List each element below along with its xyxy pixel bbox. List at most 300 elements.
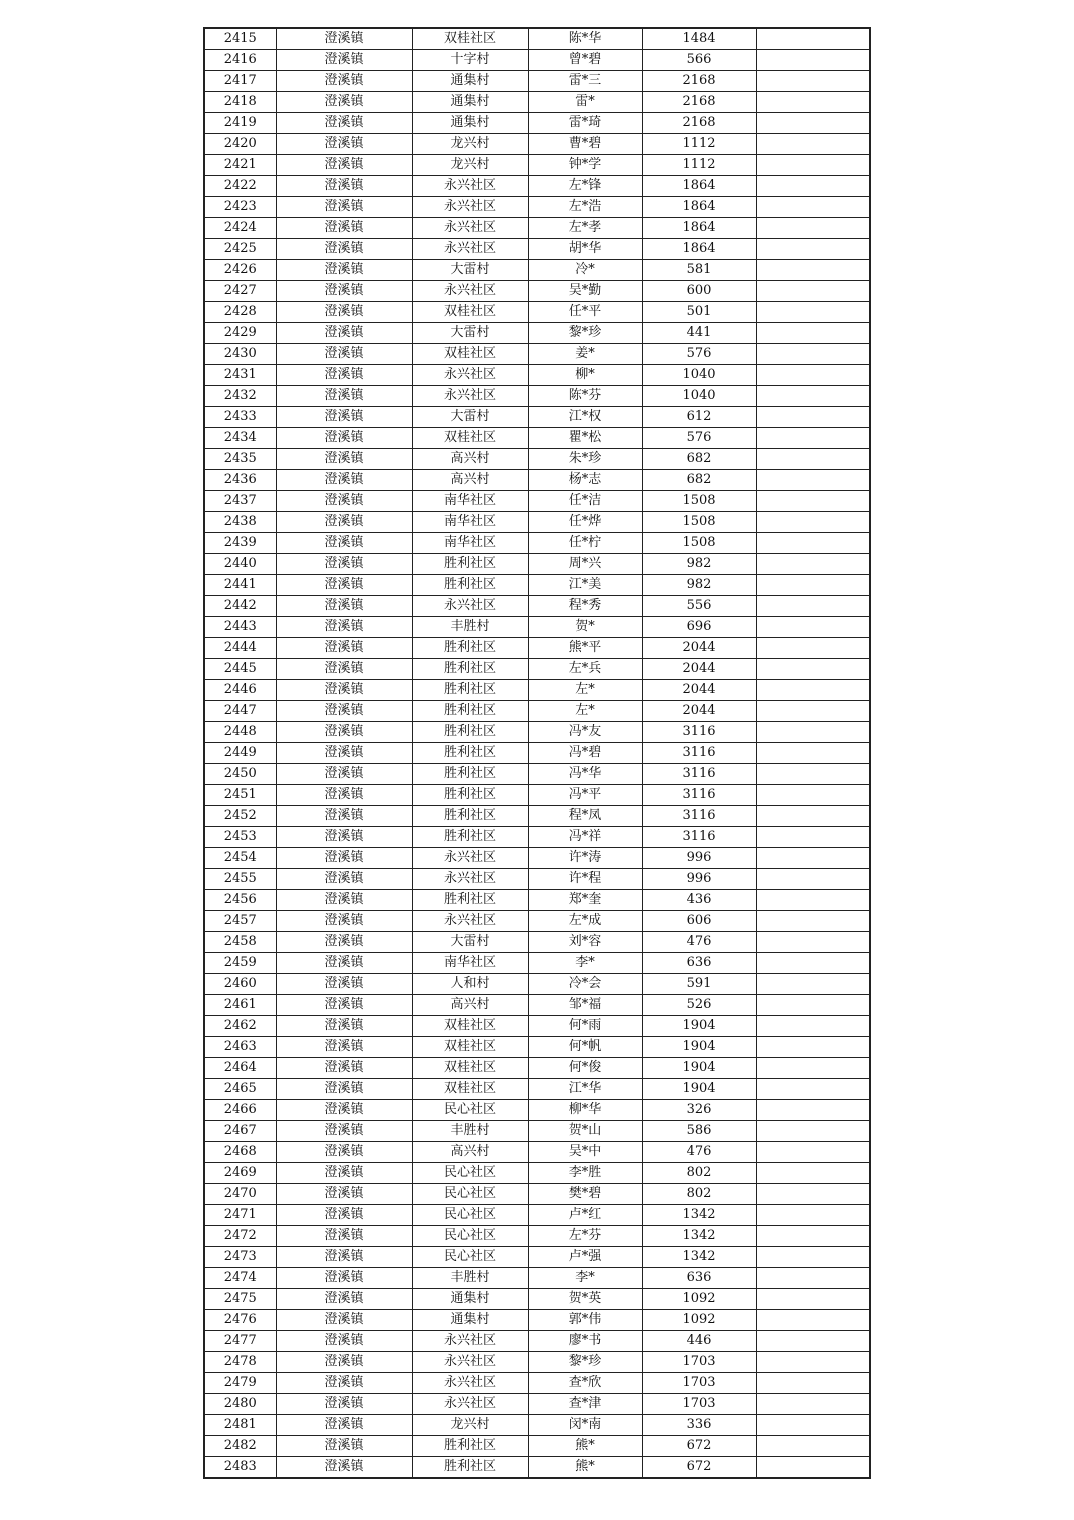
town-cell: 澄溪镇 xyxy=(276,1163,412,1184)
name-cell: 冯*祥 xyxy=(528,827,642,848)
amount-cell: 476 xyxy=(642,1142,756,1163)
row-number-cell: 2434 xyxy=(204,428,276,449)
table-body xyxy=(204,28,870,1478)
town-cell: 澄溪镇 xyxy=(276,365,412,386)
table-row xyxy=(204,239,870,260)
town-cell: 澄溪镇 xyxy=(276,407,412,428)
town-cell: 澄溪镇 xyxy=(276,1016,412,1037)
remark-cell xyxy=(756,869,870,890)
remark-cell xyxy=(756,218,870,239)
table-row xyxy=(204,386,870,407)
town-cell: 澄溪镇 xyxy=(276,239,412,260)
row-number-cell: 2442 xyxy=(204,596,276,617)
row-number-cell: 2470 xyxy=(204,1184,276,1205)
remark-cell xyxy=(756,260,870,281)
village-cell: 胜利社区 xyxy=(412,722,528,743)
village-cell: 双桂社区 xyxy=(412,302,528,323)
row-number-cell: 2466 xyxy=(204,1100,276,1121)
remark-cell xyxy=(756,1247,870,1268)
village-cell: 民心社区 xyxy=(412,1163,528,1184)
amount-cell: 476 xyxy=(642,932,756,953)
row-number-cell: 2446 xyxy=(204,680,276,701)
row-number-cell: 2444 xyxy=(204,638,276,659)
table-row xyxy=(204,848,870,869)
table-row xyxy=(204,722,870,743)
table-row xyxy=(204,1394,870,1415)
amount-cell: 1342 xyxy=(642,1226,756,1247)
village-cell: 胜利社区 xyxy=(412,659,528,680)
table-row xyxy=(204,701,870,722)
amount-cell: 1508 xyxy=(642,533,756,554)
village-cell: 民心社区 xyxy=(412,1226,528,1247)
name-cell: 左* xyxy=(528,701,642,722)
name-cell: 姜* xyxy=(528,344,642,365)
row-number-cell: 2462 xyxy=(204,1016,276,1037)
remark-cell xyxy=(756,470,870,491)
table-row xyxy=(204,1331,870,1352)
name-cell: 冷* xyxy=(528,260,642,281)
row-number-cell: 2421 xyxy=(204,155,276,176)
name-cell: 雷* xyxy=(528,92,642,113)
amount-cell: 1703 xyxy=(642,1352,756,1373)
remark-cell xyxy=(756,323,870,344)
name-cell: 许*涛 xyxy=(528,848,642,869)
row-number-cell: 2452 xyxy=(204,806,276,827)
table-row xyxy=(204,218,870,239)
town-cell: 澄溪镇 xyxy=(276,743,412,764)
remark-cell xyxy=(756,239,870,260)
village-cell: 永兴社区 xyxy=(412,386,528,407)
village-cell: 胜利社区 xyxy=(412,701,528,722)
amount-cell: 3116 xyxy=(642,743,756,764)
village-cell: 民心社区 xyxy=(412,1247,528,1268)
remark-cell xyxy=(756,554,870,575)
name-cell: 陈*芬 xyxy=(528,386,642,407)
town-cell: 澄溪镇 xyxy=(276,1247,412,1268)
table-row xyxy=(204,596,870,617)
village-cell: 永兴社区 xyxy=(412,869,528,890)
village-cell: 大雷村 xyxy=(412,407,528,428)
table-row xyxy=(204,575,870,596)
remark-cell xyxy=(756,1415,870,1436)
row-number-cell: 2455 xyxy=(204,869,276,890)
name-cell: 程*秀 xyxy=(528,596,642,617)
village-cell: 永兴社区 xyxy=(412,197,528,218)
row-number-cell: 2427 xyxy=(204,281,276,302)
village-cell: 永兴社区 xyxy=(412,1373,528,1394)
table-row xyxy=(204,785,870,806)
amount-cell: 3116 xyxy=(642,827,756,848)
amount-cell: 2044 xyxy=(642,638,756,659)
town-cell: 澄溪镇 xyxy=(276,533,412,554)
remark-cell xyxy=(756,1037,870,1058)
amount-cell: 672 xyxy=(642,1436,756,1457)
amount-cell: 3116 xyxy=(642,764,756,785)
table-row xyxy=(204,302,870,323)
row-number-cell: 2419 xyxy=(204,113,276,134)
name-cell: 钟*学 xyxy=(528,155,642,176)
table-row xyxy=(204,1352,870,1373)
town-cell: 澄溪镇 xyxy=(276,155,412,176)
village-cell: 通集村 xyxy=(412,1289,528,1310)
amount-cell: 3116 xyxy=(642,722,756,743)
remark-cell xyxy=(756,995,870,1016)
row-number-cell: 2457 xyxy=(204,911,276,932)
amount-cell: 636 xyxy=(642,1268,756,1289)
amount-cell: 1040 xyxy=(642,386,756,407)
amount-cell: 1092 xyxy=(642,1310,756,1331)
name-cell: 程*凤 xyxy=(528,806,642,827)
name-cell: 黎*珍 xyxy=(528,323,642,344)
row-number-cell: 2438 xyxy=(204,512,276,533)
amount-cell: 1112 xyxy=(642,155,756,176)
name-cell: 左*兵 xyxy=(528,659,642,680)
name-cell: 何*帆 xyxy=(528,1037,642,1058)
table-row xyxy=(204,659,870,680)
village-cell: 双桂社区 xyxy=(412,428,528,449)
village-cell: 永兴社区 xyxy=(412,218,528,239)
village-cell: 胜利社区 xyxy=(412,680,528,701)
village-cell: 永兴社区 xyxy=(412,1331,528,1352)
village-cell: 胜利社区 xyxy=(412,890,528,911)
town-cell: 澄溪镇 xyxy=(276,932,412,953)
name-cell: 李* xyxy=(528,1268,642,1289)
name-cell: 冯*碧 xyxy=(528,743,642,764)
town-cell: 澄溪镇 xyxy=(276,176,412,197)
town-cell: 澄溪镇 xyxy=(276,491,412,512)
amount-cell: 1040 xyxy=(642,365,756,386)
remark-cell xyxy=(756,386,870,407)
remark-cell xyxy=(756,1142,870,1163)
name-cell: 冯*平 xyxy=(528,785,642,806)
amount-cell: 1904 xyxy=(642,1079,756,1100)
remark-cell xyxy=(756,638,870,659)
remark-cell xyxy=(756,1058,870,1079)
row-number-cell: 2447 xyxy=(204,701,276,722)
village-cell: 永兴社区 xyxy=(412,365,528,386)
name-cell: 左*成 xyxy=(528,911,642,932)
amount-cell: 1703 xyxy=(642,1394,756,1415)
remark-cell xyxy=(756,155,870,176)
town-cell: 澄溪镇 xyxy=(276,827,412,848)
name-cell: 黎*珍 xyxy=(528,1352,642,1373)
amount-cell: 982 xyxy=(642,575,756,596)
name-cell: 任*洁 xyxy=(528,491,642,512)
amount-cell: 336 xyxy=(642,1415,756,1436)
name-cell: 何*俊 xyxy=(528,1058,642,1079)
name-cell: 陈*华 xyxy=(528,28,642,50)
town-cell: 澄溪镇 xyxy=(276,722,412,743)
name-cell: 冯*友 xyxy=(528,722,642,743)
town-cell: 澄溪镇 xyxy=(276,28,412,50)
village-cell: 南华社区 xyxy=(412,533,528,554)
village-cell: 胜利社区 xyxy=(412,575,528,596)
village-cell: 通集村 xyxy=(412,71,528,92)
town-cell: 澄溪镇 xyxy=(276,302,412,323)
amount-cell: 2168 xyxy=(642,92,756,113)
table-row xyxy=(204,449,870,470)
town-cell: 澄溪镇 xyxy=(276,554,412,575)
amount-cell: 612 xyxy=(642,407,756,428)
table-row xyxy=(204,554,870,575)
town-cell: 澄溪镇 xyxy=(276,428,412,449)
remark-cell xyxy=(756,596,870,617)
remark-cell xyxy=(756,1310,870,1331)
village-cell: 双桂社区 xyxy=(412,1079,528,1100)
village-cell: 通集村 xyxy=(412,1310,528,1331)
table-row xyxy=(204,197,870,218)
name-cell: 雷*琦 xyxy=(528,113,642,134)
remark-cell xyxy=(756,743,870,764)
row-number-cell: 2481 xyxy=(204,1415,276,1436)
name-cell: 刘*容 xyxy=(528,932,642,953)
table-row xyxy=(204,890,870,911)
row-number-cell: 2468 xyxy=(204,1142,276,1163)
name-cell: 周*兴 xyxy=(528,554,642,575)
table-row xyxy=(204,869,870,890)
town-cell: 澄溪镇 xyxy=(276,218,412,239)
village-cell: 高兴村 xyxy=(412,449,528,470)
row-number-cell: 2430 xyxy=(204,344,276,365)
village-cell: 永兴社区 xyxy=(412,911,528,932)
remark-cell xyxy=(756,1163,870,1184)
row-number-cell: 2451 xyxy=(204,785,276,806)
table-row xyxy=(204,407,870,428)
table-row xyxy=(204,1289,870,1310)
name-cell: 瞿*松 xyxy=(528,428,642,449)
table-row xyxy=(204,491,870,512)
table-row xyxy=(204,953,870,974)
remark-cell xyxy=(756,701,870,722)
amount-cell: 441 xyxy=(642,323,756,344)
amount-cell: 1864 xyxy=(642,176,756,197)
row-number-cell: 2477 xyxy=(204,1331,276,1352)
row-number-cell: 2418 xyxy=(204,92,276,113)
amount-cell: 1342 xyxy=(642,1205,756,1226)
row-number-cell: 2479 xyxy=(204,1373,276,1394)
village-cell: 高兴村 xyxy=(412,995,528,1016)
amount-cell: 1508 xyxy=(642,491,756,512)
remark-cell xyxy=(756,1079,870,1100)
amount-cell: 436 xyxy=(642,890,756,911)
town-cell: 澄溪镇 xyxy=(276,50,412,71)
amount-cell: 1904 xyxy=(642,1058,756,1079)
row-number-cell: 2475 xyxy=(204,1289,276,1310)
remark-cell xyxy=(756,365,870,386)
table-row xyxy=(204,176,870,197)
village-cell: 永兴社区 xyxy=(412,239,528,260)
village-cell: 民心社区 xyxy=(412,1184,528,1205)
table-row xyxy=(204,281,870,302)
table-row xyxy=(204,28,870,50)
name-cell: 左* xyxy=(528,680,642,701)
table-row xyxy=(204,428,870,449)
remark-cell xyxy=(756,785,870,806)
amount-cell: 2168 xyxy=(642,113,756,134)
name-cell: 任*柠 xyxy=(528,533,642,554)
remark-cell xyxy=(756,1331,870,1352)
village-cell: 龙兴村 xyxy=(412,134,528,155)
name-cell: 李* xyxy=(528,953,642,974)
town-cell: 澄溪镇 xyxy=(276,701,412,722)
town-cell: 澄溪镇 xyxy=(276,1121,412,1142)
table-row xyxy=(204,1058,870,1079)
amount-cell: 1904 xyxy=(642,1037,756,1058)
town-cell: 澄溪镇 xyxy=(276,260,412,281)
village-cell: 胜利社区 xyxy=(412,743,528,764)
table-row xyxy=(204,1310,870,1331)
table-row xyxy=(204,1268,870,1289)
name-cell: 曾*碧 xyxy=(528,50,642,71)
town-cell: 澄溪镇 xyxy=(276,449,412,470)
town-cell: 澄溪镇 xyxy=(276,1289,412,1310)
town-cell: 澄溪镇 xyxy=(276,1058,412,1079)
remark-cell xyxy=(756,848,870,869)
row-number-cell: 2463 xyxy=(204,1037,276,1058)
table-row xyxy=(204,50,870,71)
name-cell: 左*孝 xyxy=(528,218,642,239)
table-row xyxy=(204,1436,870,1457)
town-cell: 澄溪镇 xyxy=(276,974,412,995)
remark-cell xyxy=(756,1268,870,1289)
remark-cell xyxy=(756,932,870,953)
table-row xyxy=(204,1205,870,1226)
table-row xyxy=(204,260,870,281)
remark-cell xyxy=(756,281,870,302)
village-cell: 通集村 xyxy=(412,92,528,113)
name-cell: 江*华 xyxy=(528,1079,642,1100)
town-cell: 澄溪镇 xyxy=(276,596,412,617)
amount-cell: 3116 xyxy=(642,806,756,827)
table-row xyxy=(204,1142,870,1163)
remark-cell xyxy=(756,974,870,995)
town-cell: 澄溪镇 xyxy=(276,1184,412,1205)
town-cell: 澄溪镇 xyxy=(276,1394,412,1415)
town-cell: 澄溪镇 xyxy=(276,197,412,218)
table-row xyxy=(204,1373,870,1394)
row-number-cell: 2422 xyxy=(204,176,276,197)
name-cell: 任*烨 xyxy=(528,512,642,533)
row-number-cell: 2424 xyxy=(204,218,276,239)
town-cell: 澄溪镇 xyxy=(276,134,412,155)
row-number-cell: 2474 xyxy=(204,1268,276,1289)
amount-cell: 1092 xyxy=(642,1289,756,1310)
name-cell: 贺*英 xyxy=(528,1289,642,1310)
amount-cell: 501 xyxy=(642,302,756,323)
village-cell: 双桂社区 xyxy=(412,28,528,50)
table-row xyxy=(204,1121,870,1142)
table-row xyxy=(204,155,870,176)
town-cell: 澄溪镇 xyxy=(276,890,412,911)
name-cell: 吴*勤 xyxy=(528,281,642,302)
remark-cell xyxy=(756,428,870,449)
table-row xyxy=(204,1226,870,1247)
remark-cell xyxy=(756,953,870,974)
town-cell: 澄溪镇 xyxy=(276,785,412,806)
row-number-cell: 2469 xyxy=(204,1163,276,1184)
row-number-cell: 2416 xyxy=(204,50,276,71)
row-number-cell: 2428 xyxy=(204,302,276,323)
village-cell: 南华社区 xyxy=(412,491,528,512)
table-row xyxy=(204,470,870,491)
village-cell: 大雷村 xyxy=(412,932,528,953)
row-number-cell: 2441 xyxy=(204,575,276,596)
name-cell: 江*权 xyxy=(528,407,642,428)
town-cell: 澄溪镇 xyxy=(276,1226,412,1247)
row-number-cell: 2439 xyxy=(204,533,276,554)
table-row xyxy=(204,1016,870,1037)
remark-cell xyxy=(756,1352,870,1373)
table-row xyxy=(204,743,870,764)
row-number-cell: 2478 xyxy=(204,1352,276,1373)
remark-cell xyxy=(756,722,870,743)
town-cell: 澄溪镇 xyxy=(276,1373,412,1394)
name-cell: 胡*华 xyxy=(528,239,642,260)
town-cell: 澄溪镇 xyxy=(276,1352,412,1373)
table-row xyxy=(204,533,870,554)
amount-cell: 2044 xyxy=(642,701,756,722)
remark-cell xyxy=(756,617,870,638)
remark-cell xyxy=(756,176,870,197)
name-cell: 熊* xyxy=(528,1436,642,1457)
village-cell: 胜利社区 xyxy=(412,1457,528,1479)
town-cell: 澄溪镇 xyxy=(276,806,412,827)
name-cell: 吴*中 xyxy=(528,1142,642,1163)
table-row xyxy=(204,617,870,638)
remark-cell xyxy=(756,806,870,827)
name-cell: 贺* xyxy=(528,617,642,638)
row-number-cell: 2423 xyxy=(204,197,276,218)
remark-cell xyxy=(756,1289,870,1310)
remark-cell xyxy=(756,407,870,428)
remark-cell xyxy=(756,302,870,323)
remark-cell xyxy=(756,1226,870,1247)
town-cell: 澄溪镇 xyxy=(276,764,412,785)
town-cell: 澄溪镇 xyxy=(276,617,412,638)
row-number-cell: 2471 xyxy=(204,1205,276,1226)
remark-cell xyxy=(756,680,870,701)
table-row xyxy=(204,680,870,701)
village-cell: 永兴社区 xyxy=(412,176,528,197)
table-row xyxy=(204,911,870,932)
amount-cell: 1864 xyxy=(642,197,756,218)
row-number-cell: 2425 xyxy=(204,239,276,260)
name-cell: 左*浩 xyxy=(528,197,642,218)
town-cell: 澄溪镇 xyxy=(276,953,412,974)
table-row xyxy=(204,806,870,827)
table-row xyxy=(204,1079,870,1100)
remark-cell xyxy=(756,134,870,155)
table-row xyxy=(204,827,870,848)
name-cell: 冷*会 xyxy=(528,974,642,995)
name-cell: 许*程 xyxy=(528,869,642,890)
row-number-cell: 2437 xyxy=(204,491,276,512)
name-cell: 何*雨 xyxy=(528,1016,642,1037)
town-cell: 澄溪镇 xyxy=(276,1205,412,1226)
amount-cell: 996 xyxy=(642,848,756,869)
remark-cell xyxy=(756,491,870,512)
town-cell: 澄溪镇 xyxy=(276,1415,412,1436)
amount-cell: 672 xyxy=(642,1457,756,1479)
row-number-cell: 2483 xyxy=(204,1457,276,1479)
name-cell: 左*锋 xyxy=(528,176,642,197)
row-number-cell: 2458 xyxy=(204,932,276,953)
town-cell: 澄溪镇 xyxy=(276,512,412,533)
town-cell: 澄溪镇 xyxy=(276,1268,412,1289)
row-number-cell: 2417 xyxy=(204,71,276,92)
village-cell: 丰胜村 xyxy=(412,1121,528,1142)
remark-cell xyxy=(756,1205,870,1226)
